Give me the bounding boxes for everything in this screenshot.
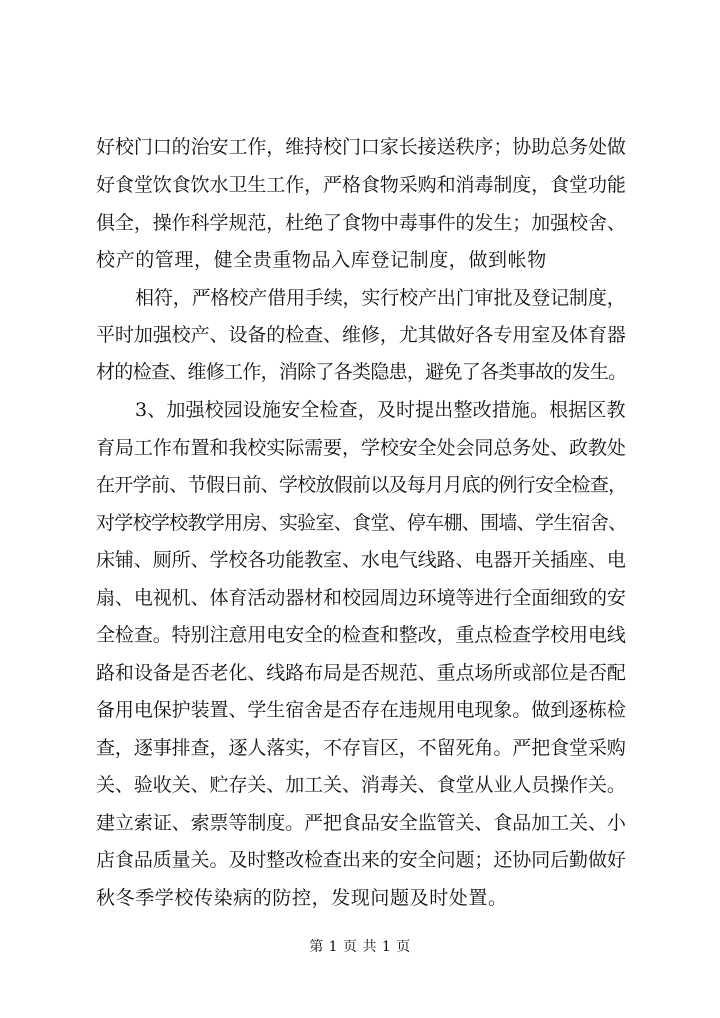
text-line: 关、验收关、贮存关、加工关、消毒关、食堂从业人员操作关。 bbox=[96, 774, 626, 796]
text-line: 床铺、厕所、学校各功能教室、水电气线路、电器开关插座、电 bbox=[96, 549, 626, 571]
text-line-indented: 相符，严格校产借用手续，实行校产出门审批及登记制度， bbox=[135, 287, 626, 309]
text-line: 在开学前、节假日前、学校放假前以及每月月底的例行安全检查， bbox=[96, 474, 627, 496]
page-footer: 第 1 页 共 1 页 bbox=[309, 939, 411, 955]
text-line: 校产的管理，健全贵重物品入库登记制度，做到帐物 bbox=[96, 249, 547, 271]
text-line: 俱全，操作科学规范，杜绝了食物中毒事件的发生；加强校舍、 bbox=[96, 212, 626, 234]
text-line: 路和设备是否老化、线路布局是否规范、重点场所或部位是否配 bbox=[96, 662, 626, 684]
text-line: 好校门口的治安工作，维持校门口家长接送秩序；协助总务处做 bbox=[96, 136, 626, 158]
text-line: 店食品质量关。及时整改检查出来的安全问题；还协同后勤做好 bbox=[96, 849, 626, 871]
text-line: 对学校学校教学用房、实验室、食堂、停车棚、围墙、学生宿舍、 bbox=[96, 512, 627, 534]
text-line: 材的检查、维修工作，消除了各类隐患，避免了各类事故的发生。 bbox=[96, 361, 627, 383]
text-line: 备用电保护装置、学生宿舍是否存在违规用电现象。做到逐栋检 bbox=[96, 699, 626, 721]
text-line: 好食堂饮食饮水卫生工作，严格食物采购和消毒制度，食堂功能 bbox=[96, 174, 626, 196]
text-line: 查，逐事排查，逐人落实，不存盲区，不留死角。严把食堂采购 bbox=[96, 737, 626, 759]
text-line: 全检查。特别注意用电安全的检查和整改，重点检查学校用电线 bbox=[96, 624, 626, 646]
text-line: 秋冬季学校传染病的防控，发现问题及时处置。 bbox=[96, 887, 508, 909]
text-line: 建立索证、索票等制度。严把食品安全监管关、食品加工关、小 bbox=[96, 812, 626, 834]
text-line: 平时加强校产、设备的检查、维修，尤其做好各专用室及体育器 bbox=[96, 324, 626, 346]
text-line: 扇、电视机、体育活动器材和校园周边环境等进行全面细致的安 bbox=[96, 587, 626, 609]
text-line-indented: 3、加强校园设施安全检查，及时提出整改措施。根据区教 bbox=[135, 399, 626, 421]
text-line: 育局工作布置和我校实际需要，学校安全处会同总务处、政教处 bbox=[96, 437, 626, 459]
